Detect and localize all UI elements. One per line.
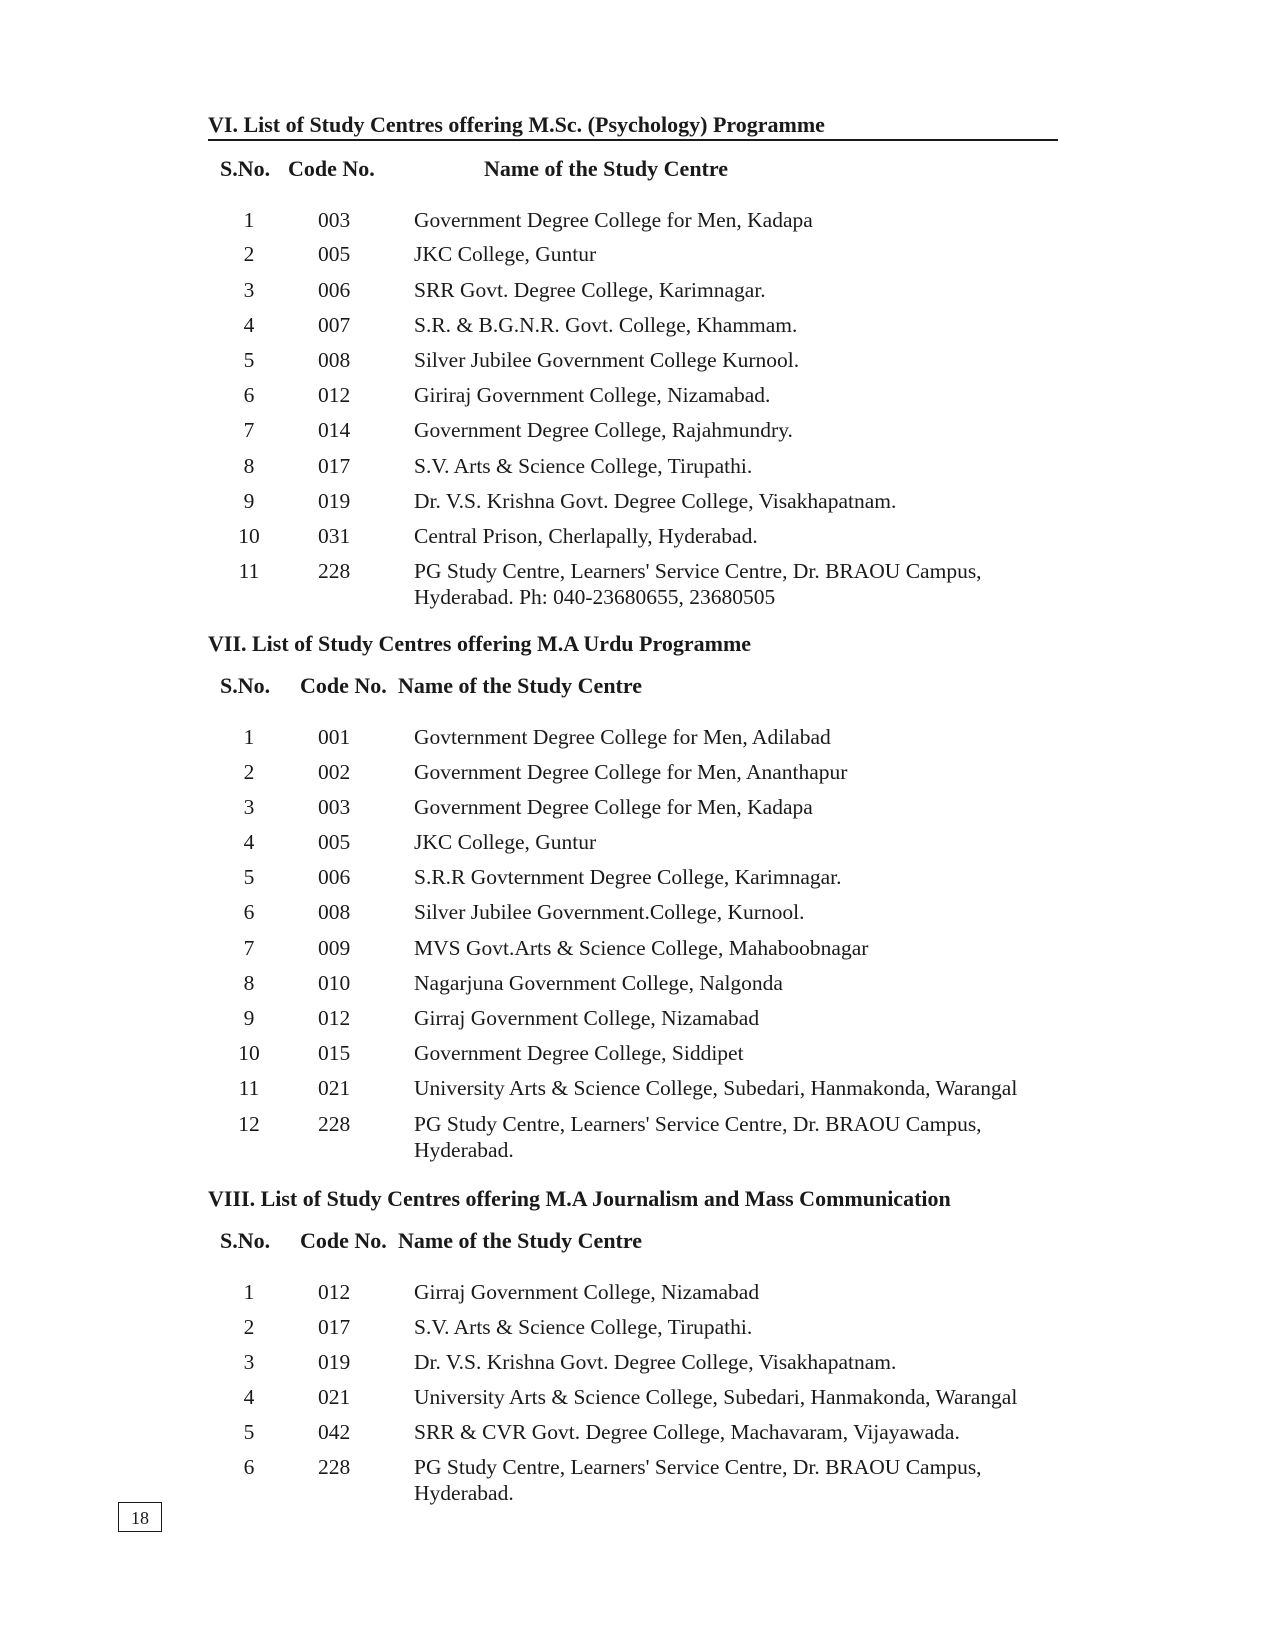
row-code: 021 [318,1076,351,1100]
row-sno: 11 [238,559,260,583]
row-code: 003 [318,795,351,819]
row-sno: 9 [243,489,255,513]
section-title: VII. List of Study Centres offering M.A Urdu Programme [208,631,752,656]
row-centre-name: JKC College, Guntur [414,830,597,854]
row-code: 002 [318,760,351,784]
row-centre-name: Dr. V.S. Krishna Govt. Degree College, Visakhapatnam. [414,1350,897,1374]
row-sno: 10 [238,1041,260,1065]
row-sno: 7 [243,418,255,442]
row-centre-name: Silver Jubilee Government.College, Kurnool. [414,900,805,924]
row-centre-name: PG Study Centre, Learners' Service Centre, Dr. BRAOU Campus, [414,559,982,583]
row-sno: 6 [243,383,255,407]
row-code: 019 [318,1350,351,1374]
title-underline [208,139,1058,141]
row-code: 015 [318,1041,351,1065]
section-title: VIII. List of Study Centres offering M.A Journalism and Mass Communication [208,1186,951,1211]
row-code: 228 [318,1112,351,1136]
row-code: 008 [318,900,351,924]
row-centre-name: SRR & CVR Govt. Degree College, Machavaram, Vijayawada. [414,1420,960,1444]
row-code: 009 [318,936,351,960]
row-centre-name: Government Degree College, Rajahmundry. [414,418,793,442]
row-sno: 9 [243,1006,255,1030]
row-sno: 2 [243,1315,255,1339]
row-sno: 4 [243,830,255,854]
row-code: 008 [318,348,351,372]
row-centre-name: Girraj Government College, Nizamabad [414,1280,760,1304]
row-centre-name: University Arts & Science College, Subedari, Hanmakonda, Warangal [414,1385,1018,1409]
row-sno: 1 [243,1280,255,1304]
row-centre-name: Nagarjuna Government College, Nalgonda [414,971,783,995]
row-sno: 3 [243,278,255,302]
row-centre-name: S.V. Arts & Science College, Tirupathi. [414,454,753,478]
row-code: 005 [318,830,351,854]
row-centre-name: Girraj Government College, Nizamabad [414,1006,760,1030]
row-sno: 1 [243,208,255,232]
row-centre-name: Government Degree College, Siddipet [414,1041,744,1065]
row-centre-name-line2: Hyderabad. Ph: 040-23680655, 23680505 [414,585,776,609]
row-centre-name: University Arts & Science College, Subedari, Hanmakonda, Warangal [414,1076,1018,1100]
row-sno: 8 [243,454,255,478]
row-centre-name: Government Degree College for Men, Kadapa [414,795,813,819]
row-centre-name: JKC College, Guntur [414,242,597,266]
row-sno: 2 [243,760,255,784]
row-code: 012 [318,1280,351,1304]
row-centre-name-line2: Hyderabad. [414,1138,514,1162]
row-code: 005 [318,242,351,266]
row-code: 006 [318,278,351,302]
page-number: 18 [118,1502,162,1532]
row-code: 021 [318,1385,351,1409]
row-code: 007 [318,313,351,337]
row-centre-name: Silver Jubilee Government College Kurnool. [414,348,800,372]
column-header-code: Code No. [288,156,375,181]
row-sno: 10 [238,524,260,548]
row-centre-name: S.V. Arts & Science College, Tirupathi. [414,1315,753,1339]
row-centre-name: SRR Govt. Degree College, Karimnagar. [414,278,766,302]
row-sno: 12 [238,1112,260,1136]
row-sno: 7 [243,936,255,960]
row-sno: 3 [243,795,255,819]
row-sno: 4 [243,313,255,337]
row-code: 017 [318,1315,351,1339]
row-centre-name-line2: Hyderabad. [414,1481,514,1505]
row-code: 017 [318,454,351,478]
row-code: 012 [318,383,351,407]
row-centre-name: Central Prison, Cherlapally, Hyderabad. [414,524,758,548]
row-code: 228 [318,559,351,583]
row-sno: 1 [243,725,255,749]
row-code: 031 [318,524,351,548]
row-sno: 5 [243,1420,255,1444]
row-centre-name: Government Degree College for Men, Kadapa [414,208,813,232]
row-sno: 8 [243,971,255,995]
row-sno: 11 [238,1076,260,1100]
row-sno: 4 [243,1385,255,1409]
column-header-sno: S.No. [220,156,271,181]
row-centre-name: MVS Govt.Arts & Science College, Mahaboobnagar [414,936,869,960]
row-code: 014 [318,418,351,442]
row-sno: 5 [243,865,255,889]
row-code: 006 [318,865,351,889]
row-code: 228 [318,1455,351,1479]
row-centre-name: PG Study Centre, Learners' Service Centre, Dr. BRAOU Campus, [414,1112,982,1136]
row-code: 001 [318,725,351,749]
row-sno: 6 [243,1455,255,1479]
row-centre-name: S.R.R Govternment Degree College, Karimnagar. [414,865,842,889]
row-centre-name: Government Degree College for Men, Ananthapur [414,760,848,784]
row-centre-name: Govternment Degree College for Men, Adilabad [414,725,831,749]
column-header-sno: S.No. [220,1228,271,1253]
column-header-name: Name of the Study Centre [398,1228,643,1253]
row-code: 010 [318,971,351,995]
row-centre-name: Dr. V.S. Krishna Govt. Degree College, Visakhapatnam. [414,489,897,513]
column-header-code: Code No. [300,1228,387,1253]
row-code: 003 [318,208,351,232]
column-header-name: Name of the Study Centre [398,673,643,698]
row-centre-name: S.R. & B.G.N.R. Govt. College, Khammam. [414,313,798,337]
column-header-sno: S.No. [220,673,271,698]
row-code: 012 [318,1006,351,1030]
row-code: 042 [318,1420,351,1444]
row-code: 019 [318,489,351,513]
row-sno: 6 [243,900,255,924]
section-title: VI. List of Study Centres offering M.Sc. (Psychology) Programme [208,112,825,137]
column-header-name: Name of the Study Centre [484,156,729,181]
row-sno: 5 [243,348,255,372]
row-sno: 2 [243,242,255,266]
row-centre-name: Giriraj Government College, Nizamabad. [414,383,771,407]
row-sno: 3 [243,1350,255,1374]
row-centre-name: PG Study Centre, Learners' Service Centre, Dr. BRAOU Campus, [414,1455,982,1479]
column-header-code: Code No. [300,673,387,698]
